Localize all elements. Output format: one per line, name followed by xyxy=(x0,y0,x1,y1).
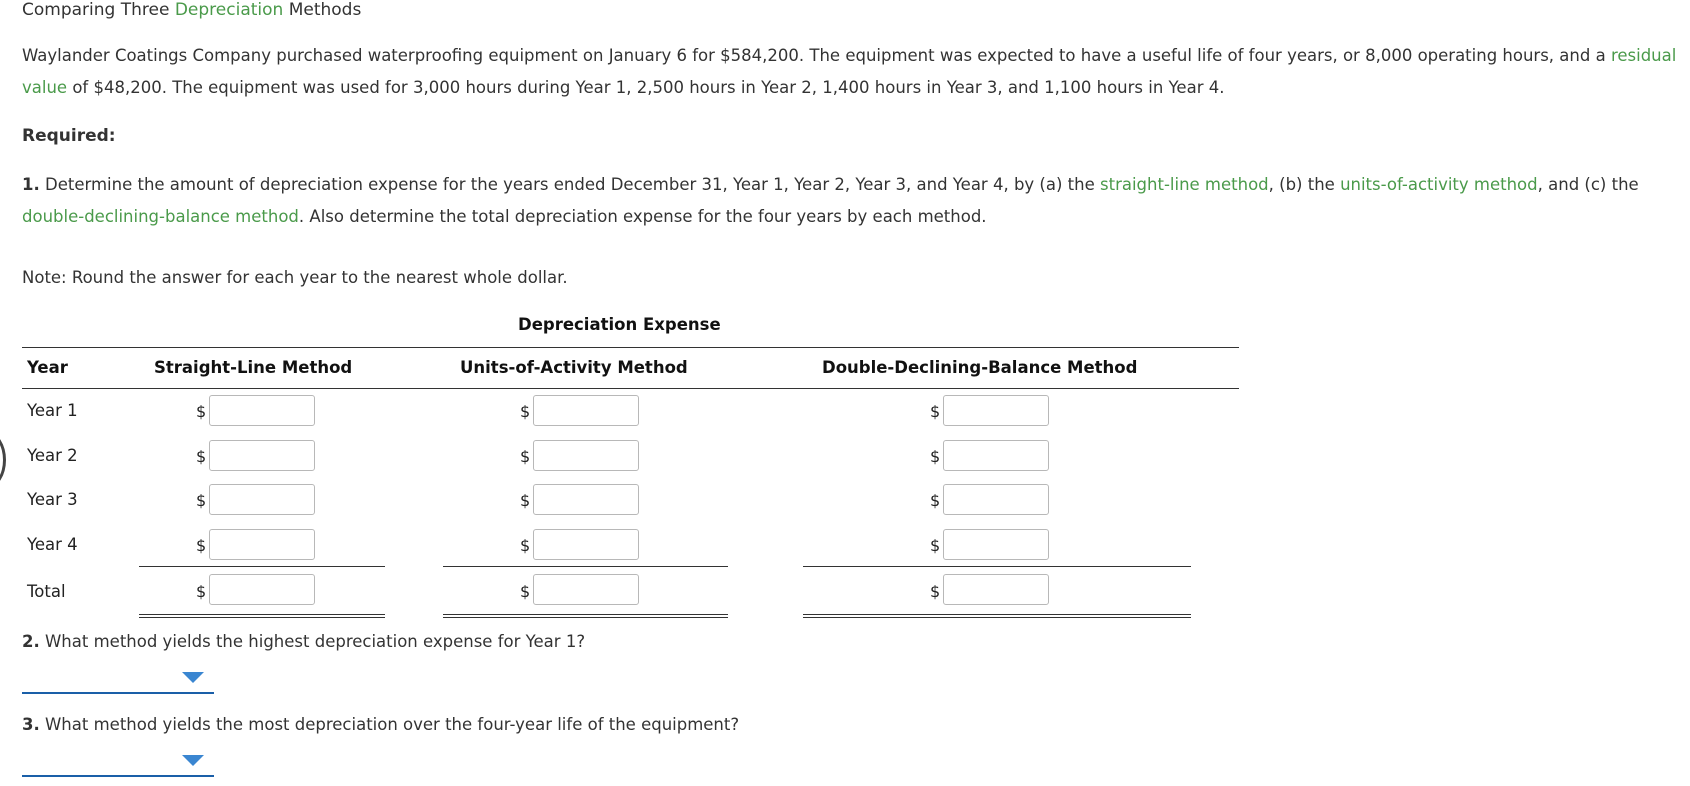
row-label-year-3: Year 3 xyxy=(27,490,78,509)
page-title xyxy=(22,0,361,20)
ddb-year-2-input[interactable] xyxy=(943,440,1049,471)
units-of-activity-year-2-input[interactable] xyxy=(533,440,639,471)
ddb-year-1-input[interactable] xyxy=(943,395,1049,426)
problem-statement xyxy=(22,40,1682,104)
question-1-text-2: , (b) the xyxy=(1268,175,1341,194)
row-label-total: Total xyxy=(27,582,66,601)
chevron-down-icon xyxy=(182,755,204,766)
dollar-sign: $ xyxy=(930,582,941,601)
header-bottom-rule xyxy=(22,388,1239,389)
straight-line-link[interactable]: straight-line method xyxy=(1100,175,1269,194)
question-3-dropdown[interactable] xyxy=(22,747,214,777)
dollar-sign: $ xyxy=(930,536,941,555)
question-3-text: What method yields the most depreciation over the four-year life of the equipment? xyxy=(39,715,740,734)
rounding-note: Note: Round the answer for each year to the nearest whole dollar. xyxy=(22,268,568,287)
straight-line-year-3-input[interactable] xyxy=(209,484,315,515)
depreciation-expense-header: Depreciation Expense xyxy=(518,315,721,334)
total-double-rule-units-of-activity xyxy=(443,614,728,618)
subtotal-rule-ddb xyxy=(803,566,1191,567)
dollar-sign: $ xyxy=(520,447,531,466)
total-double-rule-straight-line xyxy=(139,614,385,618)
dollar-sign: $ xyxy=(196,491,207,510)
title-before: Comparing Three xyxy=(22,0,175,20)
double-declining-link[interactable]: double-declining-balance method xyxy=(22,207,299,226)
dollar-sign: $ xyxy=(930,447,941,466)
question-1-number: 1. xyxy=(22,175,40,194)
ddb-year-4-input[interactable] xyxy=(943,529,1049,560)
row-label-year-2: Year 2 xyxy=(27,446,78,465)
units-of-activity-year-4-input[interactable] xyxy=(533,529,639,560)
col-header-year: Year xyxy=(27,358,68,377)
left-edge-arc xyxy=(0,432,6,488)
question-3 xyxy=(22,715,739,734)
ddb-year-3-input[interactable] xyxy=(943,484,1049,515)
dollar-sign: $ xyxy=(520,536,531,555)
col-header-straight-line: Straight-Line Method xyxy=(154,358,353,377)
subtotal-rule-units-of-activity xyxy=(443,566,728,567)
straight-line-year-2-input[interactable] xyxy=(209,440,315,471)
dollar-sign: $ xyxy=(196,402,207,421)
dollar-sign: $ xyxy=(930,402,941,421)
question-2-text: What method yields the highest depreciation expense for Year 1? xyxy=(39,632,586,651)
table-top-rule xyxy=(22,347,1239,348)
dollar-sign: $ xyxy=(196,582,207,601)
dollar-sign: $ xyxy=(520,491,531,510)
straight-line-year-1-input[interactable] xyxy=(209,395,315,426)
total-double-rule-ddb xyxy=(803,614,1191,618)
required-label: Required: xyxy=(22,126,116,146)
straight-line-year-4-input[interactable] xyxy=(209,529,315,560)
residual-value-link[interactable]: residual value xyxy=(22,46,1677,97)
problem-text-2: of $48,200. The equipment was used for 3,000 hours during Year 1, 2,500 hours in Year 2, 1,400 hours in Year 3, and 1,100 hours in Year 4. xyxy=(67,78,1225,97)
title-after: Methods xyxy=(283,0,362,20)
units-of-activity-link[interactable]: units-of-activity method xyxy=(1340,175,1538,194)
dollar-sign: $ xyxy=(930,491,941,510)
col-header-ddb: Double-Declining-Balance Method xyxy=(822,358,1138,377)
problem-text-1: Waylander Coatings Company purchased waterproofing equipment on January 6 for $584,200. The equipment was expected to have a useful life of four years, or 8,000 operating hours, and a xyxy=(22,46,1611,65)
question-2-dropdown[interactable] xyxy=(22,664,214,694)
col-header-units-of-activity: Units-of-Activity Method xyxy=(460,358,688,377)
question-2 xyxy=(22,632,585,651)
units-of-activity-year-1-input[interactable] xyxy=(533,395,639,426)
dollar-sign: $ xyxy=(520,582,531,601)
row-label-year-1: Year 1 xyxy=(27,401,78,420)
dollar-sign: $ xyxy=(196,536,207,555)
dollar-sign: $ xyxy=(520,402,531,421)
question-2-number: 2. xyxy=(22,632,40,651)
dollar-sign: $ xyxy=(196,447,207,466)
question-1-text-3: , and (c) the xyxy=(1537,175,1639,194)
straight-line-total-input[interactable] xyxy=(209,574,315,605)
ddb-total-input[interactable] xyxy=(943,574,1049,605)
question-1-text-4: . Also determine the total depreciation expense for the four years by each method. xyxy=(298,207,987,226)
depreciation-link[interactable]: Depreciation xyxy=(174,0,284,20)
row-label-year-4: Year 4 xyxy=(27,535,78,554)
subtotal-rule-straight-line xyxy=(139,566,385,567)
units-of-activity-total-input[interactable] xyxy=(533,574,639,605)
units-of-activity-year-3-input[interactable] xyxy=(533,484,639,515)
question-1-text-1: Determine the amount of depreciation expense for the years ended December 31, Year 1, Year 2, Year 3, and Year 4, by (a) the xyxy=(39,175,1100,194)
question-3-number: 3. xyxy=(22,715,40,734)
question-1 xyxy=(22,169,1682,233)
chevron-down-icon xyxy=(182,672,204,683)
